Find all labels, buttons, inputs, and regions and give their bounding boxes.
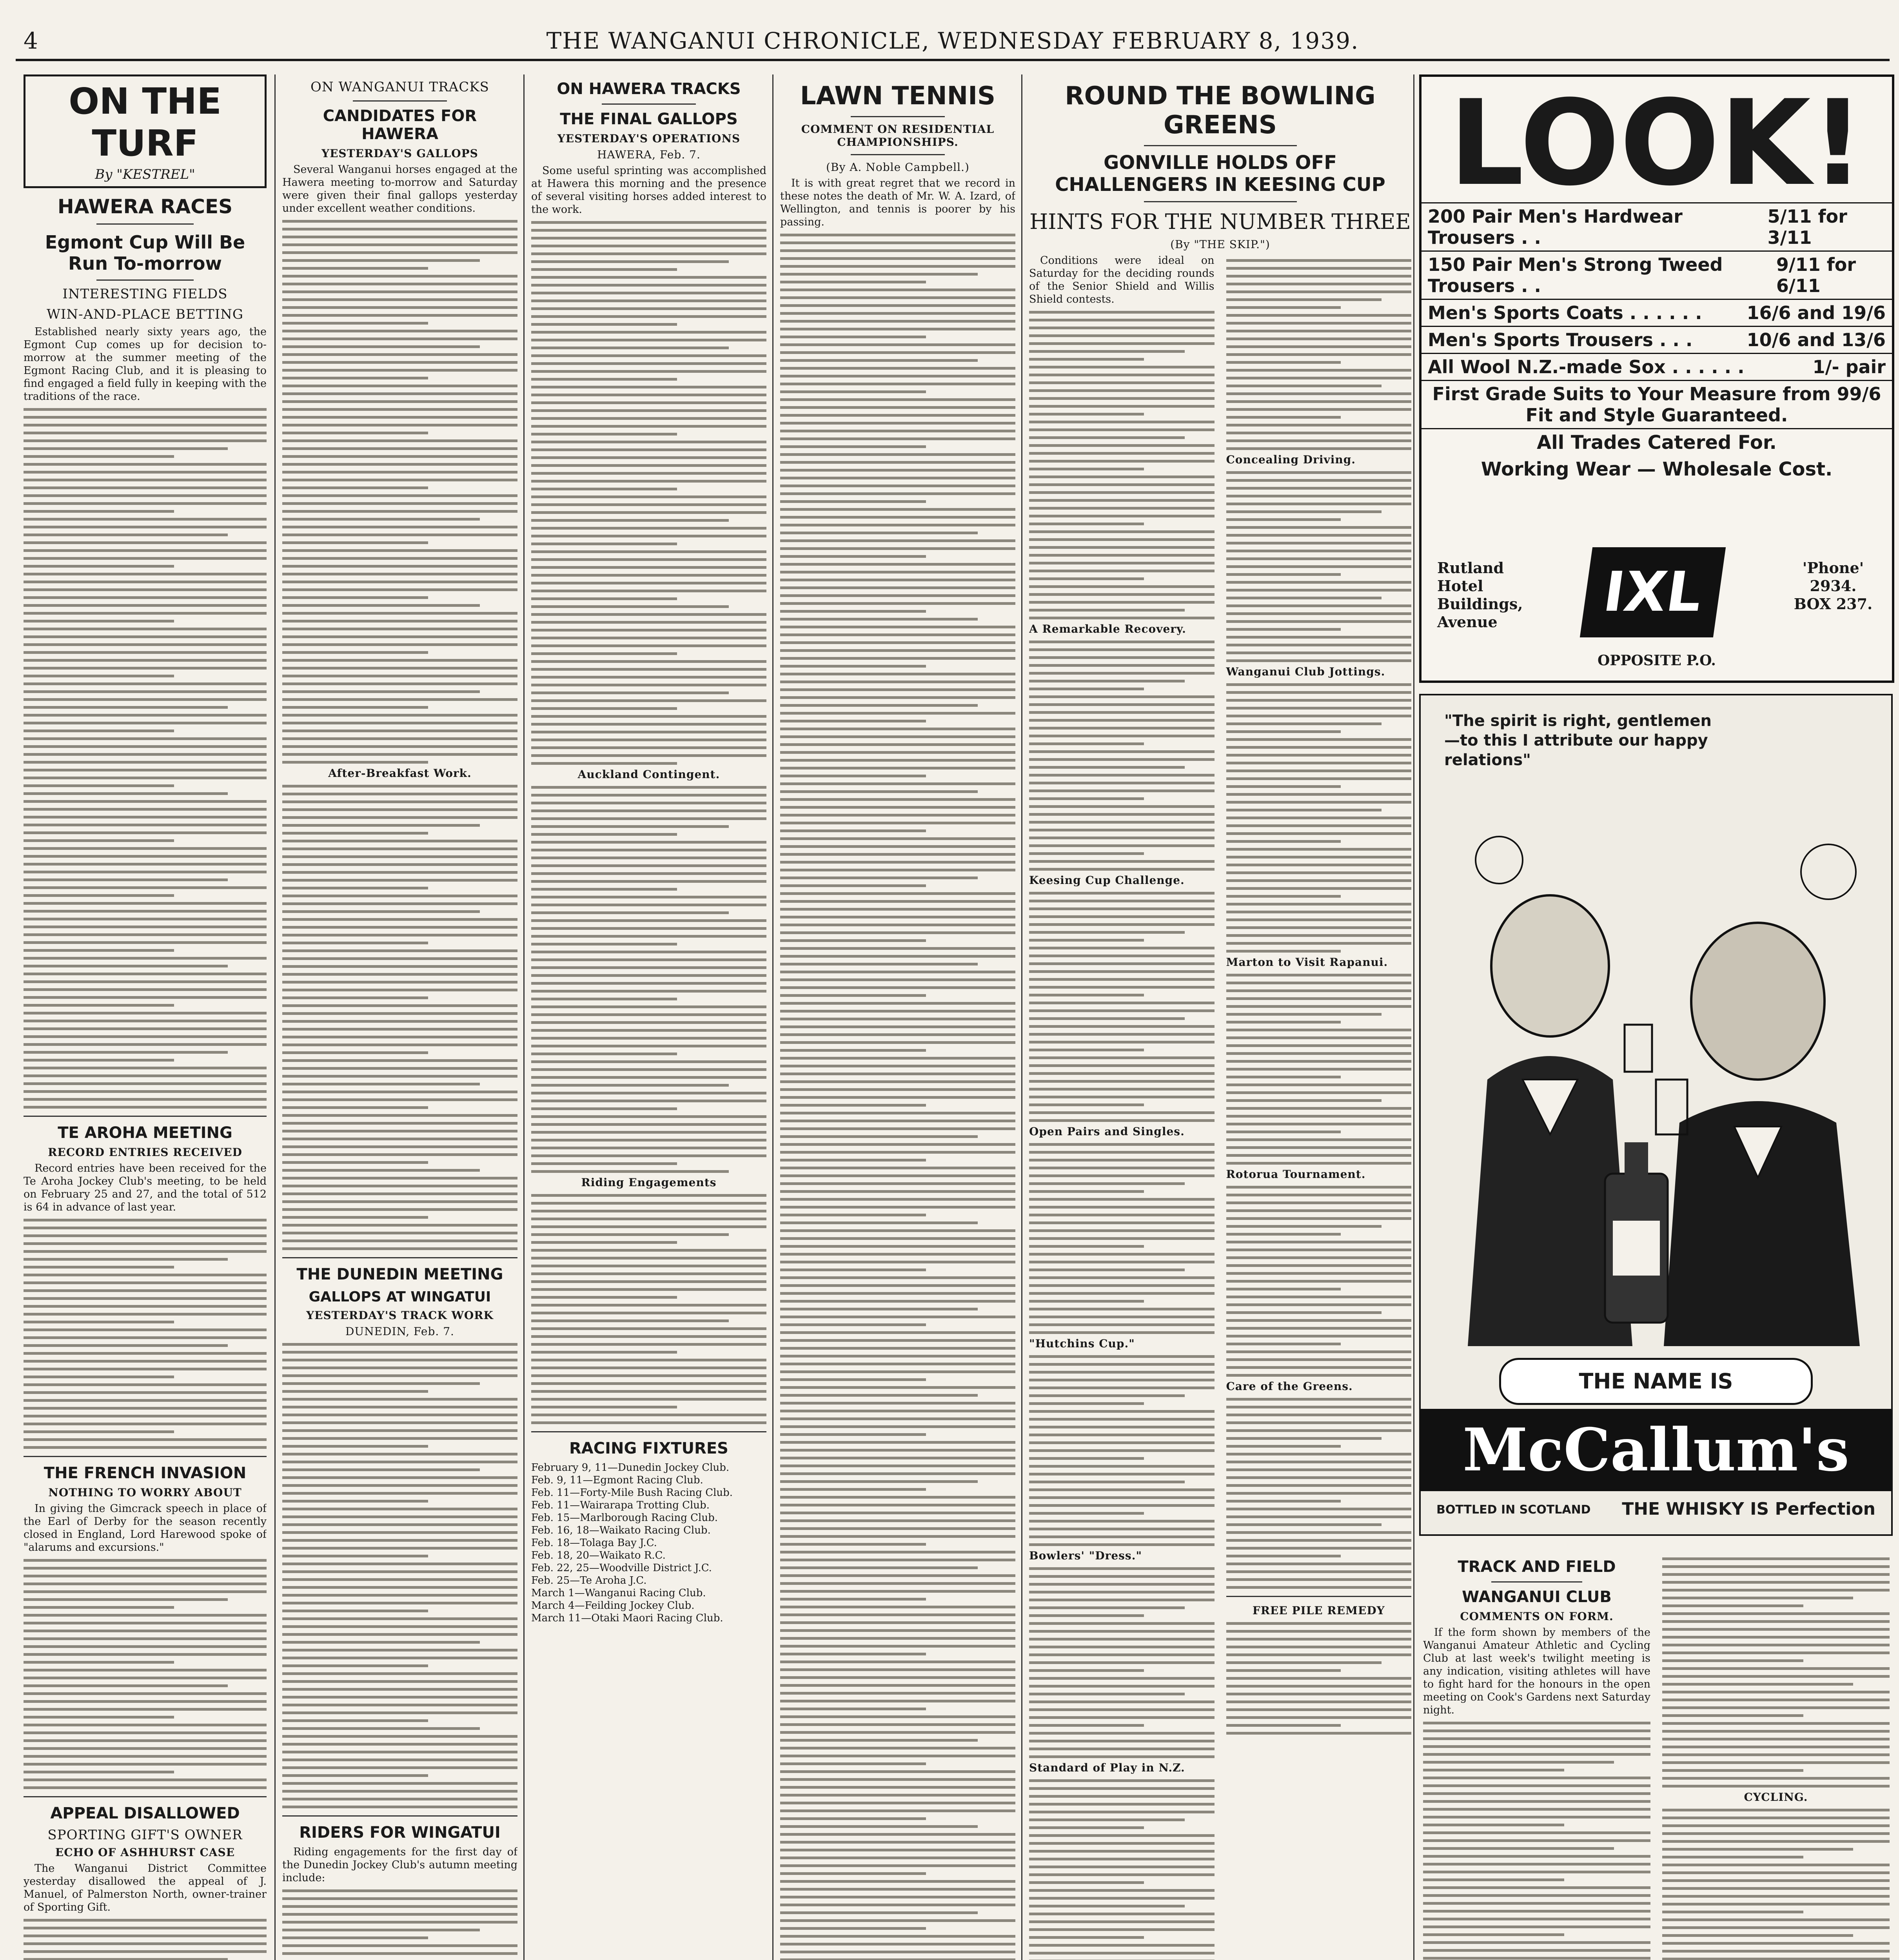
- article-text-block: [1226, 1186, 1412, 1377]
- fixture-item: Feb. 16, 18—Waikato Racing Club.: [531, 1524, 711, 1536]
- fixtures-list: [531, 1461, 766, 1624]
- article-paragraph: Riding engagements for the first day of the Dunedin Jockey Club's autumn meeting include:: [282, 1846, 517, 1884]
- article-paragraph: Record entries have been received for the Te Aroha Jockey Club's meeting, to be held on February 25 and 27, and the total of 512 is 64 in advance of last year.: [24, 1162, 267, 1213]
- ad-suits: First Grade Suits to Your Measure from 99/6 Fit and Style Guaranteed.: [1422, 380, 1892, 428]
- subhead-track-work: YESTERDAY'S TRACK WORK: [306, 1309, 494, 1322]
- whisky-name-is: THE NAME IS: [1499, 1358, 1813, 1405]
- article-text-block: [1029, 1567, 1215, 1758]
- subhead-comment: COMMENT ON RESIDENTIAL CHAMPIONSHIPS.: [801, 123, 995, 149]
- subhead-gallops: YESTERDAY'S GALLOPS: [321, 147, 478, 160]
- article-text-block: [24, 408, 267, 1109]
- ad-price-row: [1422, 299, 1892, 326]
- dateline: DUNEDIN, Feb. 7.: [345, 1325, 454, 1338]
- article-text-block: [1029, 1779, 1215, 1960]
- headline-club: WANGANUI CLUB: [1462, 1588, 1612, 1606]
- ad-working: Working Wear — Wholesale Cost.: [1481, 458, 1833, 480]
- subhead-breakfast: After-Breakfast Work.: [328, 767, 472, 780]
- subhead-auckland: Auckland Contingent.: [577, 768, 720, 781]
- ad-price: 16/6 and 19/6: [1746, 302, 1886, 323]
- ad-price-row: [1422, 250, 1892, 299]
- section-title: ON THE TURF: [69, 80, 221, 164]
- ad-trades: All Trades Catered For.: [1422, 428, 1892, 456]
- article-text-block: [1029, 892, 1215, 1122]
- subhead-cycling: CYCLING.: [1744, 1791, 1808, 1804]
- fixture-item: Feb. 11—Forty-Mile Bush Racing Club.: [531, 1487, 733, 1499]
- headline-wingatui: GALLOPS AT WINGATUI: [309, 1289, 491, 1305]
- article-paragraph: Established nearly sixty years ago, the Egmont Cup comes up for decision to-morrow at the summer meeting of the Egmont Racing Club, and it is pleasing to find engaged a field fully in keeping with the traditions of the race.: [24, 326, 267, 403]
- article-text-block: [282, 220, 517, 764]
- fixture-item: Feb. 15—Marlborough Racing Club.: [531, 1512, 718, 1524]
- headline-lawn-tennis: LAWN TENNIS: [800, 82, 996, 111]
- article-text-block: [1423, 1722, 1650, 1960]
- turf-title-box: [24, 74, 267, 188]
- subhead-sporting: SPORTING GIFT'S OWNER: [47, 1827, 243, 1843]
- subhead-open: Open Pairs and Singles.: [1029, 1125, 1185, 1138]
- fixture-item: March 4—Feilding Jockey Club.: [531, 1600, 695, 1612]
- article-text-block: [282, 785, 517, 1250]
- ad-price: 5/11 for 3/11: [1767, 206, 1847, 248]
- article-text-block: [1226, 471, 1412, 662]
- subhead-marton: Marton to Visit Rapanui.: [1226, 956, 1388, 969]
- subhead-remarkable: A Remarkable Recovery.: [1029, 622, 1186, 635]
- headline-egmont: Egmont Cup Will Be Run To-morrow: [45, 232, 245, 274]
- ad-price-row: [1422, 353, 1892, 380]
- article-text-block: [1029, 1355, 1215, 1546]
- article-paragraph: Conditions were ideal on Saturday for the deciding rounds of the Senior Shield and Willis Shield contests.: [1029, 254, 1215, 305]
- article-text-block: [531, 1194, 766, 1424]
- article-text-block: [1662, 1557, 1890, 1788]
- subhead-hutchins: "Hutchins Cup.": [1029, 1337, 1135, 1350]
- fixture-item: February 9, 11—Dunedin Jockey Club.: [531, 1462, 730, 1474]
- article-paragraph: It is with great regret that we record in these notes the death of Mr. W. A. Izard, of Wellington, and tennis is poorer by his passing.: [780, 177, 1015, 228]
- subhead-nothing: NOTHING TO WORRY ABOUT: [48, 1486, 242, 1499]
- ad-price-row: [1422, 202, 1892, 250]
- article-text-block: [1029, 311, 1215, 619]
- fixture-item: March 1—Wanganui Racing Club.: [531, 1587, 706, 1599]
- headline-bowling: ROUND THE BOWLING GREENS: [1065, 82, 1376, 140]
- ad-item: 200 Pair Men's Hardwear Trousers . .: [1428, 206, 1683, 248]
- column-track-field: [1423, 1552, 1890, 1960]
- fixture-item: Feb. 25—Te Aroha J.C.: [531, 1575, 647, 1586]
- article-text-block: [1226, 259, 1412, 450]
- article-text-block: [1226, 974, 1412, 1165]
- article-text-block: [1226, 1398, 1412, 1589]
- article-text-block: [1226, 683, 1412, 953]
- fixture-item: Feb. 18—Tolaga Bay J.C.: [531, 1537, 657, 1549]
- subhead-riding: Riding Engagements: [581, 1176, 717, 1189]
- whisky-bottled: BOTTLED IN SCOTLAND: [1436, 1503, 1591, 1517]
- headline-french: THE FRENCH INVASION: [44, 1464, 247, 1482]
- ad-address: Rutland Hotel Buildings, Avenue: [1437, 559, 1523, 631]
- ad-price: 1/- pair: [1812, 356, 1886, 377]
- masthead: [16, 27, 1890, 55]
- headline-candidates: CANDIDATES FOR HAWERA: [323, 107, 477, 143]
- article-text-block: [1029, 1143, 1215, 1334]
- ad-price: 9/11 for 6/11: [1776, 254, 1856, 296]
- headline-hawera-tracks: ON HAWERA TRACKS: [557, 80, 741, 98]
- headline-appeal: APPEAL DISALLOWED: [50, 1804, 240, 1822]
- article-paragraph: If the form shown by members of the Wanganui Amateur Athletic and Cycling Club at last week's twilight meeting is any indication, visiting athletes will have to fight hard for the honours in the open meeting on Cook's Gardens next Saturday night.: [1423, 1626, 1650, 1716]
- article-paragraph: Some useful sprinting was accomplished at Hawera this morning and the presence of several visiting horses added interest to the work.: [531, 165, 766, 216]
- ad-opposite: OPPOSITE P.O.: [1598, 652, 1716, 669]
- subhead-echo: ECHO OF ASHHURST CASE: [55, 1846, 235, 1859]
- ad-headline: LOOK!: [1449, 75, 1865, 212]
- article-text-block: [531, 786, 766, 1173]
- subhead-record: RECORD ENTRIES RECEIVED: [48, 1146, 242, 1159]
- headline-riders: RIDERS FOR WINGATUI: [299, 1824, 501, 1842]
- fixture-item: Feb. 18, 20—Waikato R.C.: [531, 1550, 666, 1561]
- masthead-rule: [16, 59, 1890, 61]
- column-turf: [24, 74, 267, 1960]
- headline-track: TRACK AND FIELD: [1458, 1558, 1616, 1576]
- subhead-rotorua: Rotorua Tournament.: [1226, 1168, 1366, 1181]
- ad-phone: 'Phone' 2934. BOX 237.: [1794, 559, 1873, 613]
- newspaper-title: THE WANGANUI CHRONICLE, WEDNESDAY FEBRUARY 8, 1939.: [546, 27, 1359, 54]
- subhead-care: Care of the Greens.: [1226, 1380, 1353, 1393]
- subhead-dress: Bowlers' "Dress.": [1029, 1549, 1142, 1562]
- fixture-item: Feb. 9, 11—Egmont Racing Club.: [531, 1474, 703, 1486]
- headline-on-tracks: ON WANGANUI TRACKS: [310, 79, 489, 95]
- headline-gonville: GONVILLE HOLDS OFF CHALLENGERS IN KEESING CUP: [1055, 152, 1385, 196]
- whisky-brand: McCallum's: [1421, 1409, 1891, 1491]
- ad-price-row: [1422, 326, 1892, 353]
- subhead-keesing: Keesing Cup Challenge.: [1029, 874, 1185, 887]
- subhead-interesting: INTERESTING FIELDS: [62, 286, 228, 302]
- ad-price-list: [1422, 202, 1892, 380]
- ad-item: Men's Sports Coats . . . . . .: [1428, 302, 1702, 323]
- ad-item: All Wool N.Z.-made Sox . . . . . .: [1428, 356, 1745, 377]
- article-text-block: [1029, 641, 1215, 871]
- article-text-block: [780, 234, 1015, 1960]
- ixl-logo: IXL: [1580, 547, 1726, 637]
- subhead-pile: FREE PILE REMEDY: [1252, 1604, 1385, 1617]
- article-text-block: [1226, 1622, 1412, 1735]
- article-text-block: [24, 1559, 267, 1789]
- clothing-advertisement: [1419, 74, 1894, 683]
- subhead-conceal: Concealing Driving.: [1226, 453, 1356, 466]
- ad-price: 10/6 and 13/6: [1746, 329, 1886, 350]
- byline: (By A. Noble Campbell.): [826, 161, 969, 174]
- fixture-item: March 11—Otaki Maori Racing Club.: [531, 1612, 723, 1624]
- column-bowling: [1029, 74, 1411, 1960]
- column-wanganui-tracks: [282, 74, 517, 1960]
- dateline: HAWERA, Feb. 7.: [597, 148, 701, 161]
- fixture-item: Feb. 11—Wairarapa Trotting Club.: [531, 1499, 710, 1511]
- ad-item: Men's Sports Trousers . . .: [1428, 329, 1693, 350]
- headline-hints: HINTS FOR THE NUMBER THREE: [1029, 209, 1411, 234]
- illustration-gentlemen-icon: [1421, 782, 1891, 1346]
- article-text-block: [24, 1919, 267, 1960]
- subhead-betting: WIN-AND-PLACE BETTING: [46, 307, 244, 322]
- page-number: 4: [24, 27, 39, 54]
- headline-hawera: HAWERA RACES: [57, 195, 233, 218]
- whisky-quote: "The spirit is right, gentlemen—to this I attribute our happy relations": [1444, 712, 1712, 769]
- article-paragraph: The Wanganui District Committee yesterday disallowed the appeal of J. Manuel, of Palmerston North, owner-trainer of Sporting Gift.: [24, 1862, 267, 1913]
- headline-final-gallops: THE FINAL GALLOPS: [560, 110, 738, 128]
- whisky-tagline: THE WHISKY IS Perfection: [1622, 1499, 1875, 1519]
- headline-dunedin: THE DUNEDIN MEETING: [296, 1265, 503, 1283]
- headline-aroha: TE AROHA MEETING: [58, 1124, 232, 1142]
- article-paragraph: In giving the Gimcrack speech in place of the Earl of Derby for the season recently closed in England, Lord Harewood spoke of "alarums and excursions.": [24, 1503, 267, 1553]
- subhead-standard: Standard of Play in N.Z.: [1029, 1761, 1185, 1774]
- whisky-advertisement: [1419, 694, 1893, 1536]
- article-text-block: [24, 1219, 267, 1449]
- fixture-item: Feb. 22, 25—Woodville District J.C.: [531, 1562, 712, 1574]
- byline: By "KESTREL": [95, 167, 195, 182]
- article-text-block: [531, 221, 766, 765]
- article-text-block: [282, 1889, 517, 1960]
- byline: (By "THE SKIP."): [1170, 238, 1270, 251]
- subhead-operations: YESTERDAY'S OPERATIONS: [557, 132, 741, 145]
- subhead-jottings: Wanganui Club Jottings.: [1226, 665, 1385, 678]
- column-hawera-tracks: [531, 74, 766, 1960]
- headline-fixtures: RACING FIXTURES: [569, 1439, 728, 1457]
- subhead-comments: COMMENTS ON FORM.: [1460, 1610, 1614, 1623]
- article-paragraph: Several Wanganui horses engaged at the Hawera meeting to-morrow and Saturday were given their final gallops yesterday under excellent weather conditions.: [282, 163, 517, 214]
- article-text-block: [1662, 1809, 1890, 1960]
- article-text-block: [282, 1343, 517, 1808]
- column-lawn-tennis: [780, 74, 1015, 1960]
- ad-item: 150 Pair Men's Strong Tweed Trousers . .: [1428, 254, 1723, 296]
